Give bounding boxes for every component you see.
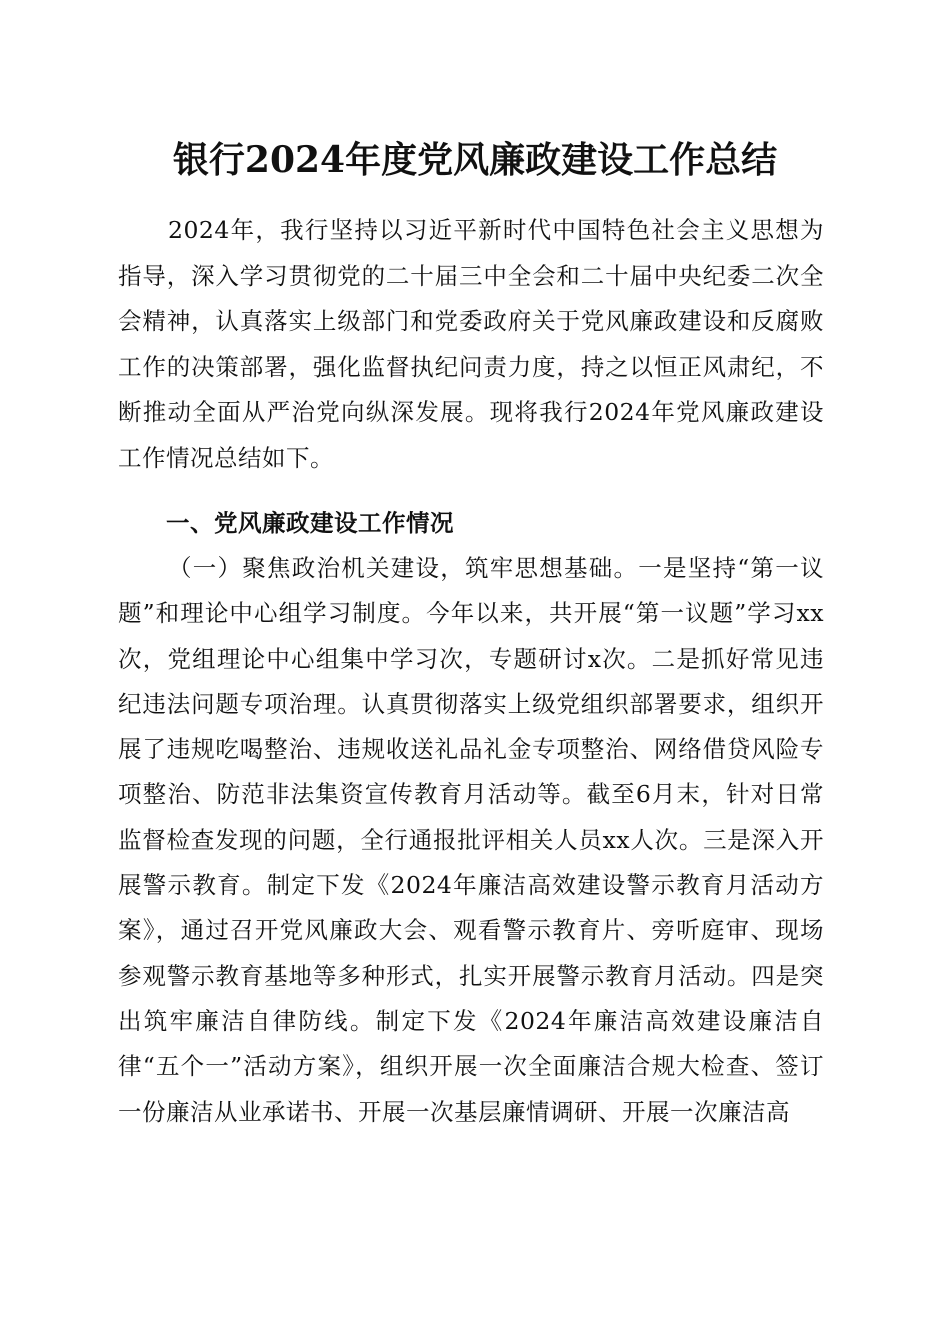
intro-paragraph: 2024年，我行坚持以习近平新时代中国特色社会主义思想为指导，深入学习贯彻党的二十届三中全会和二十届中央纪委二次全会精神，认真落实上级部门和党委政府关于党风廉政建设和反腐败工作的决策部署，强化监督执纪问责力度，持之以恒正风肃纪，不断推动全面从严治党向纵深发展。现将我行2024年党风廉政建设工作情况总结如下。	[118, 216, 824, 472]
document-title: 银行2024年度党风廉政建设工作总结	[172, 139, 778, 181]
section-heading: 一、党风廉政建设工作情况	[166, 509, 454, 537]
section-paragraph: （一）聚焦政治机关建设，筑牢思想基础。一是坚持“第一议题”和理论中心组学习制度。今年以来，共开展“第一议题”学习xx次，党组理论中心组集中学习次，专题研讨x次。二是抓好常见违纪违法问题专项治理。认真贯彻落实上级党组织部署要求，组织开展了违规吃喝整治、违规收送礼品礼金专项整治、网络借贷风险专项整治、防范非法集资宣传教育月活动等。截至6月末，针对日常监督检查发现的问题，全行通报批评相关人员xx人次。三是深入开展警示教育。制定下发《2024年廉洁高效建设警示教育月活动方案》，通过召开党风廉政大会、观看警示教育片、旁听庭审、现场参观警示教育基地等多种形式，扎实开展警示教育月活动。四是突出筑牢廉洁自律防线。制定下发《2024年廉洁高效建设廉洁自律“五个一”活动方案》，组织开展一次全面廉洁合规大检查、签订一份廉洁从业承诺书、开展一次基层廉情调研、开展一次廉洁高	[118, 554, 824, 1126]
